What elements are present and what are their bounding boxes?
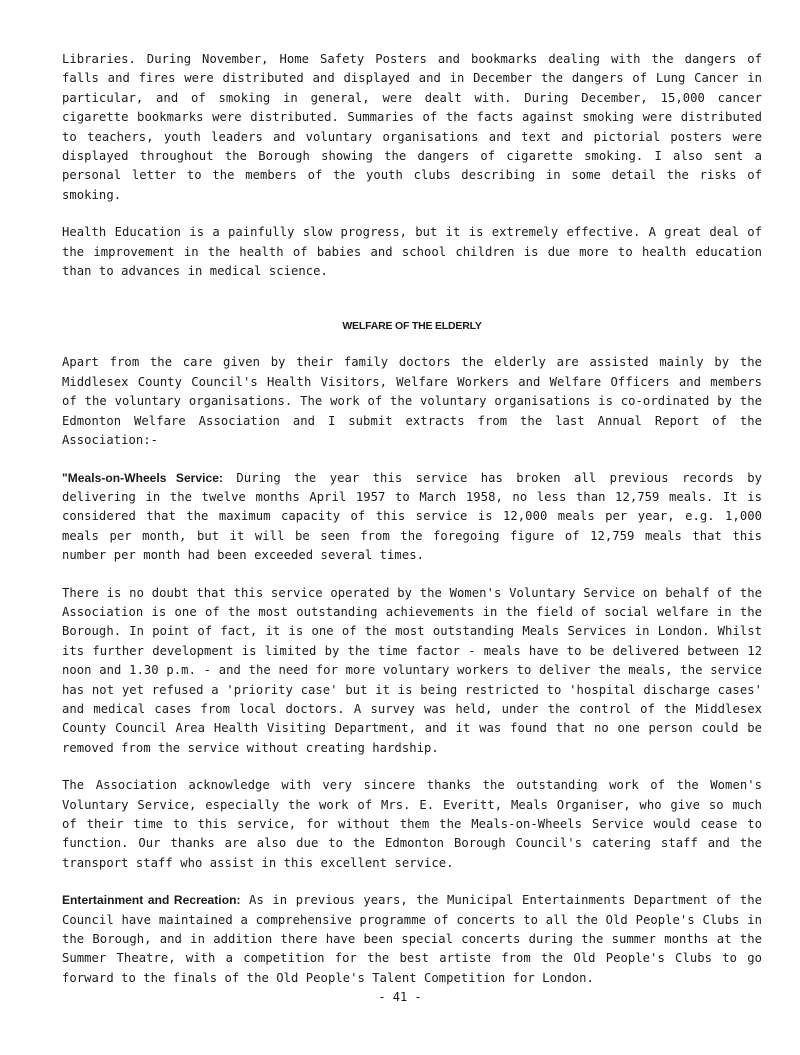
paragraph-wvs-service: There is no doubt that this service operated by the Women's Voluntary Service on behalf of the Association is one of the most outstanding achievements in the field of social welfare in the Borough. In point of fact, it is one of the most outstanding Meals Services in London. Whilst its further development is limited by the time factor - meals have to be delivered between 12 noon and 1.30 p.m. - and the need for more voluntary workers to deliver the meals, the service has not yet refused a 'priority case' but it is being restricted to 'hospital discharge cases' and medical cases from local doctors. A survey was held, under the control of the Middlesex County Council Area Health Visiting Department, and it was found that no one person could be removed from the service without creating hardship. xyxy=(62,585,762,755)
entertainment-body: As in previous years, the Municipal Entertainments Department of the Council have maintained a comprehensive programme of concerts to all the Old People's Clubs in the Borough, and in addition there have been special concerts during the summer months at the Summer Theatre, with a competition for the best artiste from the Old People's Clubs to go forward to the finals of the Old People's Talent Competition for London. xyxy=(62,893,762,985)
meals-on-wheels-lead: "Meals-on-Wheels Service: xyxy=(62,470,224,485)
document-page xyxy=(62,50,762,988)
paragraph-acknowledgement: The Association acknowledge with very sincere thanks the outstanding work of the Women's Voluntary Service, especially the work of Mrs. E. Everitt, Meals Organiser, who give so much of their time to this service, for without them the Meals-on-Wheels Service would cease to function. Our thanks are also due to the Edmonton Borough Council's catering staff and the transport staff who assist in this excellent service. xyxy=(62,778,762,870)
paragraph-meals-on-wheels xyxy=(62,469,762,566)
entertainment-lead: Entertainment and Recreation: xyxy=(62,893,241,908)
paragraph-elderly-assistance: Apart from the care given by their family doctors the elderly are assisted mainly by the Middlesex County Council's Health Visitors, Welfare Workers and Welfare Officers and members of the voluntary organisations. The work of the voluntary organisations is co-ordinated by the Edmonton Welfare Association and I submit extracts from the last Annual Report of the Association:- xyxy=(62,355,762,448)
paragraph-health-education-progress: Health Education is a painfully slow progress, but it is extremely effective. A great deal of the improvement in the health of babies and school children is due more to health education than to advances in medical science. xyxy=(62,225,762,279)
meals-on-wheels-body: During the year this service has broken all previous records by delivering in the twelve months April 1957 to March 1958, no less than 12,759 meals. It is considered that the maximum capacity of this service is 12,000 meals per year, e.g. 1,000 meals per month, but it will be seen from the foregoing figure of 12,759 meals that this number per month had been exceeded several times. xyxy=(62,470,762,563)
section-heading-welfare-elderly: WELFARE OF THE ELDERLY xyxy=(342,320,482,333)
paragraph-entertainment xyxy=(62,891,762,988)
page-number: - 41 - xyxy=(378,990,422,1004)
paragraph-health-education-campaign: Libraries. During November, Home Safety Posters and bookmarks dealing with the dangers of falls and fires were distributed and displayed and in December the dangers of Lung Cancer in particular, and of smoking in general, were dealt with. During December, 15,000 cancer cigarette bookmarks were distributed. Summaries of the facts against smoking were distributed to teachers, youth leaders and voluntary organisations and text and pictorial posters were displayed throughout the Borough showing the dangers of cigarette smoking. I also sent a personal letter to the members of the youth clubs describing in some detail the risks of smoking. xyxy=(62,52,762,202)
